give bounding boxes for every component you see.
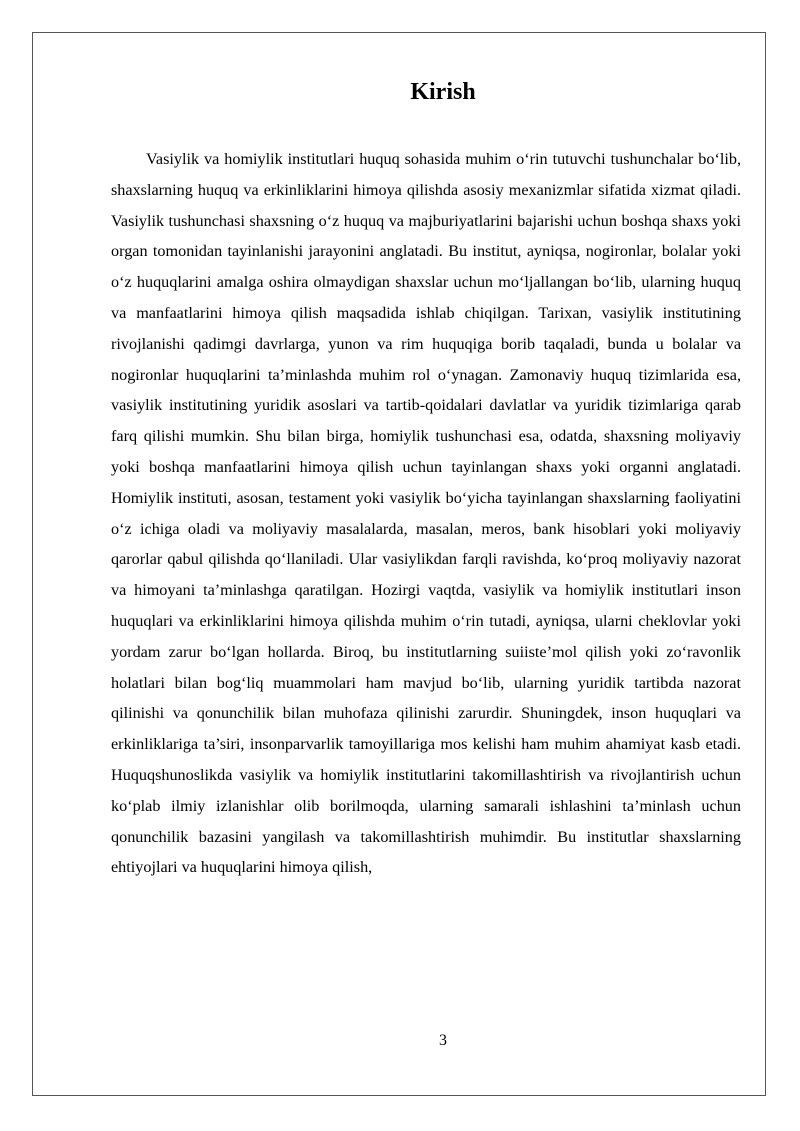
body-paragraph: Vasiylik va homiylik institutlari huquq sohasida muhim o‘rin tutuvchi tushunchalar bo‘lib, shaxslarning huquq va erkinliklarini himoya qilishda asosiy mexanizmlar sifatida xizmat qiladi. Vasiylik tushunchasi shaxsning o‘z huquq va majburiyatlarini bajarishi uchun boshqa shaxs yoki organ tomonidan tayinlanishi jarayonini anglatadi. Bu institut, ayniqsa, nogironlar, bolalar yoki o‘z huquqlarini amalga oshira olmaydigan shaxslar uchun mo‘ljallangan bo‘lib, ularning huquq va manfaatlarini himoya qilish maqsadida ishlab chiqilgan. Tarixan, vasiylik institutining rivojlanishi qadimgi davrlarga, yunon va rim huquqiga borib taqaladi, bunda u bolalar va nogironlar huquqlarini ta’minlashda muhim rol o‘ynagan. Zamonaviy huquq tizimlarida esa, vasiylik institutining yuridik asoslari va tartib-qoidalari davlatlar va yuridik tizimlariga qarab farq qilishi mumkin. Shu bilan birga, homiylik tushunchasi esa, odatda, shaxsning moliyaviy yoki boshqa manfaatlarini himoya qilish uchun tayinlangan shaxs yoki organni anglatadi. Homiylik instituti, asosan, testament yoki vasiylik bo‘yicha tayinlangan shaxslarning faoliyatini o‘z ichiga oladi va moliyaviy masalalarda, masalan, meros, bank hisoblari yoki moliyaviy qarorlar qabul qilishda qo‘llaniladi. Ular vasiylikdan farqli ravishda, ko‘proq moliyaviy nazorat va himoyani ta’minlashga qaratilgan. Hozirgi vaqtda, vasiylik va homiylik institutlari inson huquqlari va erkinliklarini himoya qilishda muhim o‘rin tutadi, ayniqsa, ularni cheklovlar yoki yordam zarur bo‘lgan hollarda. Biroq, bu institutlarning suiiste’mol qilish yoki zo‘ravonlik holatlari bilan bog‘liq muammolari ham mavjud bo‘lib, ularning yuridik tartibda nazorat qilinishi va qonunchilik bilan muhofaza qilinishi zarurdir. Shuningdek, inson huquqlari va erkinliklariga ta’siri, insonparvarlik tamoyillariga mos kelishi ham muhim ahamiyat kasb etadi. Huquqshunoslikda vasiylik va homiylik institutlarini takomillashtirish va rivojlantirish uchun ko‘plab ilmiy izlanishlar olib borilmoqda, ularning samarali ishlashini ta’minlash uchun qonunchilik bazasini yangilash va takomillashtirish muhimdir. Bu institutlar shaxslarning ehtiyojlari va huquqlarini himoya qilish,	[111, 150, 741, 877]
page-title: Kirish	[410, 79, 476, 105]
page-number: 3	[439, 1032, 447, 1049]
